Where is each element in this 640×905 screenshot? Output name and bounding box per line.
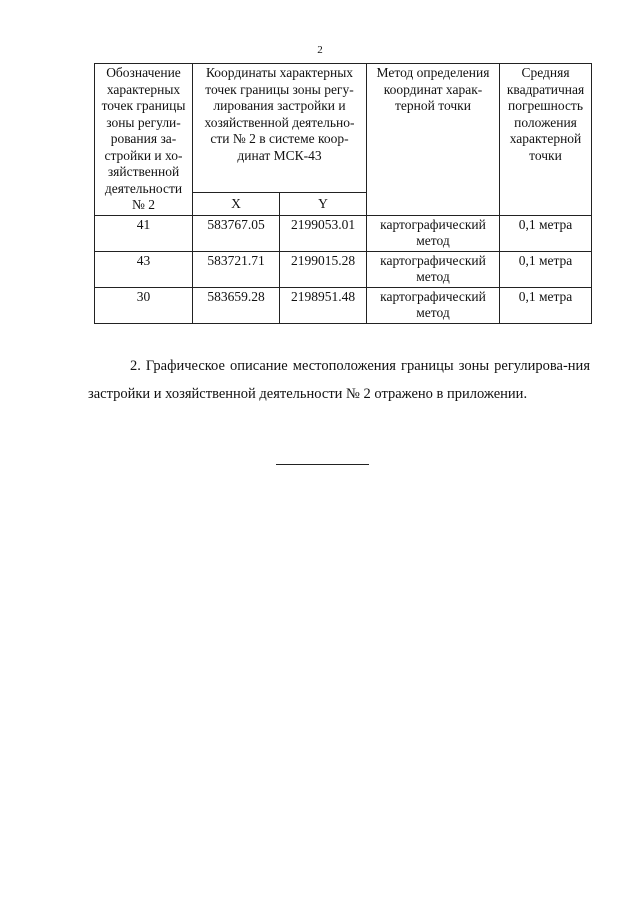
header-method: Метод определения координат харак-терной точки [367, 64, 500, 216]
cell-y: 2199015.28 [280, 251, 367, 287]
header-designation: Обозначение характерных точек границы зоны регули-рования за-стройки и хо-зяйственной деятельности № 2 [95, 64, 193, 216]
cell-x: 583721.71 [193, 251, 280, 287]
page-number: 2 [317, 44, 323, 56]
body-paragraph: 2. Графическое описание местоположения границы зоны регулирова-ния застройки и хозяйственной деятельности № 2 отражено в приложении. [88, 358, 590, 402]
end-divider [276, 464, 369, 465]
table-row [95, 215, 592, 251]
cell-error: 0,1 метра [500, 251, 592, 287]
header-y: Y [280, 193, 367, 215]
table-header-row [95, 64, 592, 193]
coordinates-table [94, 63, 592, 324]
cell-method: картографический метод [367, 251, 500, 287]
cell-method: картографический метод [367, 215, 500, 251]
cell-y: 2199053.01 [280, 215, 367, 251]
cell-error: 0,1 метра [500, 215, 592, 251]
header-coordinates: Координаты характерных точек границы зоны регу-лирования застройки и хозяйственной деятельно-сти № 2 в системе коор-динат МСК-43 [193, 64, 367, 193]
table-row [95, 287, 592, 323]
cell-x: 583659.28 [193, 287, 280, 323]
table-row [95, 251, 592, 287]
header-error: Средняя квадратичная погрешность положения характерной точки [500, 64, 592, 216]
cell-method: картографический метод [367, 287, 500, 323]
cell-point: 30 [95, 287, 193, 323]
cell-y: 2198951.48 [280, 287, 367, 323]
cell-point: 43 [95, 251, 193, 287]
cell-error: 0,1 метра [500, 287, 592, 323]
cell-point: 41 [95, 215, 193, 251]
header-x: X [193, 193, 280, 215]
cell-x: 583767.05 [193, 215, 280, 251]
